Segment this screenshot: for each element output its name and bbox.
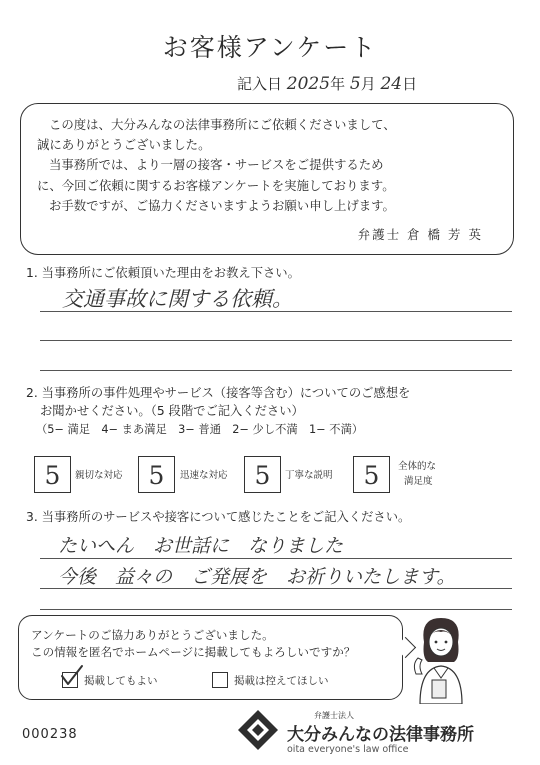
rating-label: 丁寧な説明	[285, 470, 333, 481]
intro-line: お手数ですが、ご協力くださいますようお願い申し上げます。	[49, 197, 395, 213]
question-2: 2. 当事務所の事件処理やサービス（接客等含む）についてのご感想を	[26, 386, 411, 400]
answer-line	[40, 558, 512, 559]
consent-question: この情報を匿名でホームページに掲載してもよろしいですか？	[31, 645, 356, 659]
firm-type: 弁護士法人	[314, 711, 354, 720]
serial-number: 000238	[22, 727, 78, 742]
intro-line: 誠にありがとうございました。	[37, 137, 211, 153]
intro-line: この度は、大分みんなの法律事務所にご依頼くださいまして、	[49, 117, 396, 132]
question-1: 1. 当事務所にご依頼頂いた理由をお教え下さい。	[26, 266, 300, 280]
consent-text: アンケートのご協力ありがとうございました。	[31, 628, 274, 642]
rating-box: 5	[138, 456, 175, 493]
answer-line	[40, 311, 512, 312]
date-line	[237, 73, 417, 94]
rating-label: 親切な対応	[75, 470, 123, 481]
consent-ng-label: 掲載は控えてほしい	[234, 675, 329, 687]
rating-label: 迅速な対応	[180, 470, 228, 481]
firm-name-en: oita everyone's law office	[287, 744, 409, 755]
intro-line: 当事務所では、より一層の接客・サービスをご提供するため	[49, 157, 384, 173]
answer-line	[40, 370, 512, 371]
answer-3-line-2: 今後 益々の ご発展を お祈りいたします。	[58, 566, 456, 588]
date-month-unit: 月	[360, 75, 376, 93]
date-year-unit: 年	[330, 75, 346, 93]
answer-line	[40, 340, 512, 341]
question-3: 3. 当事務所のサービスや接客について感じたことをご記入ください。	[26, 510, 411, 524]
rating-box: 5	[244, 456, 281, 493]
date-day: 24	[380, 74, 403, 94]
signature: 弁護士 倉 橋 芳 英	[357, 226, 483, 242]
rating-label: 全体的な	[398, 461, 437, 472]
rating-label: 満足度	[404, 476, 433, 487]
consent-ng-checkbox[interactable]	[212, 672, 228, 688]
answer-line	[40, 609, 512, 610]
page-title: お客様アンケート	[162, 33, 378, 62]
intro-box	[20, 103, 514, 255]
answer-1: 交通事故に関する依頼。	[62, 287, 293, 311]
date-month: 5	[349, 74, 361, 94]
consent-ok-label: 掲載してもよい	[84, 675, 158, 687]
staff-illustration	[410, 612, 472, 704]
firm-name: 大分みんなの法律事務所	[287, 725, 474, 745]
rating-box: 5	[34, 456, 71, 493]
intro-line: に、今回ご依頼に関するお客様アンケートを実施しております。	[37, 177, 395, 193]
firm-logo	[236, 708, 280, 752]
date-year: 2025	[286, 74, 331, 94]
answer-3-line-1: たいへん お世話に なりました	[58, 535, 344, 557]
rating-box: 5	[353, 456, 390, 493]
date-label: 記入日	[237, 75, 283, 93]
check-mark-icon	[58, 663, 84, 689]
date-day-unit: 日	[402, 75, 418, 93]
answer-line	[40, 588, 512, 589]
question-2-cont: お聞かせください。（5 段階でご記入ください）	[40, 404, 304, 418]
rating-scale: （5− 満足 4− まあ満足 3− 普通 2− 少し不満 1− 不満）	[36, 423, 364, 436]
